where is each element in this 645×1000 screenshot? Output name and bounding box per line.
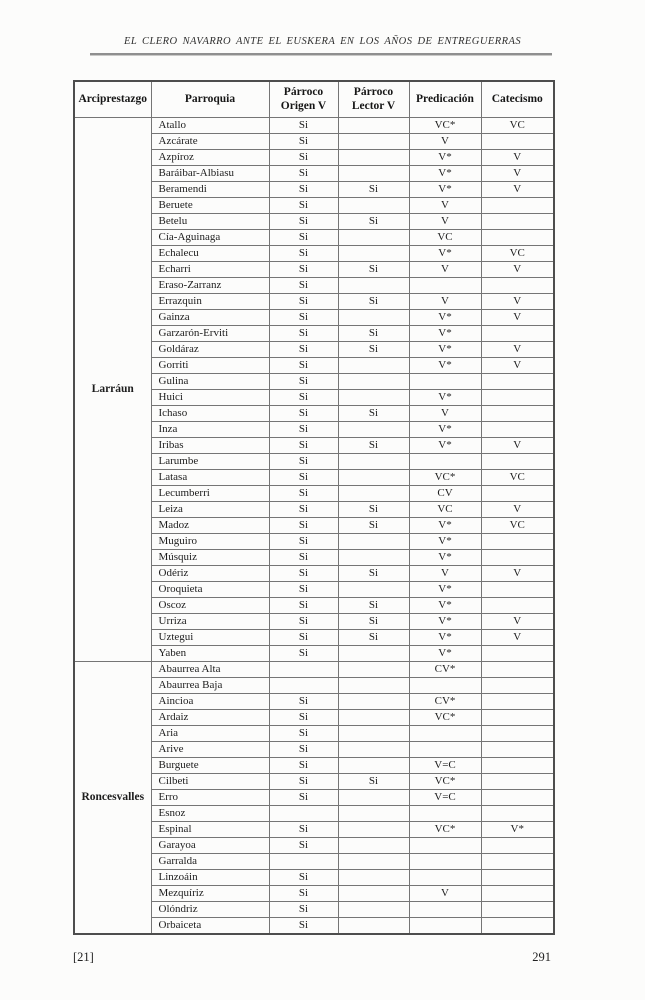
predicacion-cell: V: [409, 406, 481, 422]
lector-cell: Si: [338, 630, 409, 646]
parroquia-cell: Gorriti: [151, 358, 269, 374]
lector-cell: [338, 166, 409, 182]
predicacion-cell: [409, 902, 481, 918]
catecismo-cell: [481, 870, 554, 886]
parroquia-cell: Madoz: [151, 518, 269, 534]
lector-cell: [338, 742, 409, 758]
catecismo-cell: V: [481, 502, 554, 518]
predicacion-cell: V*: [409, 582, 481, 598]
lector-cell: [338, 886, 409, 902]
predicacion-cell: V*: [409, 246, 481, 262]
lector-cell: Si: [338, 214, 409, 230]
parroquia-cell: Garzarón-Erviti: [151, 326, 269, 342]
parroquia-cell: Echarri: [151, 262, 269, 278]
catecismo-cell: [481, 854, 554, 870]
predicacion-cell: V*: [409, 422, 481, 438]
origen-cell: Si: [269, 742, 338, 758]
predicacion-cell: VC*: [409, 118, 481, 134]
origen-cell: [269, 662, 338, 678]
catecismo-cell: [481, 726, 554, 742]
catecismo-cell: [481, 790, 554, 806]
catecismo-cell: [481, 374, 554, 390]
origen-cell: Si: [269, 438, 338, 454]
catecismo-cell: V: [481, 262, 554, 278]
predicacion-cell: V*: [409, 390, 481, 406]
lector-cell: [338, 534, 409, 550]
lector-cell: [338, 758, 409, 774]
parroquia-cell: Latasa: [151, 470, 269, 486]
catecismo-cell: [481, 694, 554, 710]
origen-cell: Si: [269, 550, 338, 566]
parroquia-cell: Orbaiceta: [151, 918, 269, 935]
lector-cell: Si: [338, 262, 409, 278]
lector-cell: [338, 646, 409, 662]
origen-cell: Si: [269, 790, 338, 806]
origen-cell: Si: [269, 230, 338, 246]
origen-cell: Si: [269, 150, 338, 166]
catecismo-cell: [481, 838, 554, 854]
predicacion-cell: V*: [409, 598, 481, 614]
parroquia-cell: Aincioa: [151, 694, 269, 710]
predicacion-cell: V: [409, 198, 481, 214]
origen-cell: Si: [269, 614, 338, 630]
catecismo-cell: [481, 326, 554, 342]
lector-cell: [338, 278, 409, 294]
predicacion-cell: CV*: [409, 662, 481, 678]
parroquia-cell: Mezquíriz: [151, 886, 269, 902]
table-header-row: [74, 81, 554, 118]
predicacion-cell: CV*: [409, 694, 481, 710]
catecismo-cell: V: [481, 630, 554, 646]
header-rule: [90, 53, 552, 56]
lector-cell: [338, 678, 409, 694]
parroquia-cell: Oroquieta: [151, 582, 269, 598]
arciprestazgo-cell: Roncesvalles: [74, 662, 151, 935]
catecismo-cell: V: [481, 438, 554, 454]
origen-cell: Si: [269, 454, 338, 470]
origen-cell: Si: [269, 726, 338, 742]
predicacion-cell: VC*: [409, 470, 481, 486]
lector-cell: [338, 150, 409, 166]
origen-cell: Si: [269, 326, 338, 342]
origen-cell: Si: [269, 582, 338, 598]
origen-cell: Si: [269, 822, 338, 838]
lector-cell: [338, 694, 409, 710]
catecismo-cell: [481, 758, 554, 774]
lector-cell: [338, 550, 409, 566]
parroquia-cell: Lecumberri: [151, 486, 269, 502]
parroquia-cell: Ardaiz: [151, 710, 269, 726]
catecismo-cell: [481, 550, 554, 566]
predicacion-cell: CV: [409, 486, 481, 502]
predicacion-cell: V*: [409, 630, 481, 646]
predicacion-cell: [409, 454, 481, 470]
origen-cell: [269, 806, 338, 822]
arciprestazgo-cell: Larráun: [74, 118, 151, 662]
origen-cell: Si: [269, 566, 338, 582]
predicacion-cell: V: [409, 262, 481, 278]
catecismo-cell: [481, 582, 554, 598]
origen-cell: Si: [269, 694, 338, 710]
parroquia-cell: Errazquin: [151, 294, 269, 310]
parroquia-cell: Aria: [151, 726, 269, 742]
catecismo-cell: [481, 918, 554, 935]
catecismo-cell: V: [481, 358, 554, 374]
lector-cell: [338, 390, 409, 406]
parroquia-cell: Olóndriz: [151, 902, 269, 918]
catecismo-cell: [481, 710, 554, 726]
lector-cell: [338, 422, 409, 438]
origen-cell: Si: [269, 278, 338, 294]
parroquia-cell: Azcárate: [151, 134, 269, 150]
predicacion-cell: [409, 374, 481, 390]
parroquia-cell: Arive: [151, 742, 269, 758]
parroquia-cell: Gainza: [151, 310, 269, 326]
parroquia-cell: Azpíroz: [151, 150, 269, 166]
parroquia-cell: Abaurrea Baja: [151, 678, 269, 694]
predicacion-cell: [409, 278, 481, 294]
parroquia-cell: Urriza: [151, 614, 269, 630]
origen-cell: Si: [269, 710, 338, 726]
catecismo-cell: [481, 598, 554, 614]
parroquia-cell: Abaurrea Alta: [151, 662, 269, 678]
origen-cell: Si: [269, 214, 338, 230]
parroquia-cell: Iribas: [151, 438, 269, 454]
parroquia-cell: Linzoáin: [151, 870, 269, 886]
catecismo-cell: [481, 886, 554, 902]
lector-cell: Si: [338, 614, 409, 630]
catecismo-cell: [481, 774, 554, 790]
lector-cell: [338, 822, 409, 838]
predicacion-cell: VC*: [409, 710, 481, 726]
parroquia-cell: Echalecu: [151, 246, 269, 262]
origen-cell: Si: [269, 182, 338, 198]
lector-cell: [338, 726, 409, 742]
origen-cell: Si: [269, 374, 338, 390]
lector-cell: Si: [338, 502, 409, 518]
predicacion-cell: V*: [409, 150, 481, 166]
origen-cell: Si: [269, 294, 338, 310]
parroquia-cell: Garayoa: [151, 838, 269, 854]
origen-cell: Si: [269, 870, 338, 886]
lector-cell: [338, 374, 409, 390]
lector-cell: [338, 486, 409, 502]
catecismo-cell: [481, 534, 554, 550]
catecismo-cell: [481, 806, 554, 822]
predicacion-cell: V*: [409, 182, 481, 198]
origen-cell: Si: [269, 758, 338, 774]
parroquia-cell: Espinal: [151, 822, 269, 838]
origen-cell: Si: [269, 486, 338, 502]
origen-cell: Si: [269, 774, 338, 790]
origen-cell: Si: [269, 534, 338, 550]
catecismo-cell: V: [481, 310, 554, 326]
column-header-parroco-lector: Párroco Lector V: [338, 81, 409, 118]
column-header-parroquia: Parroquia: [151, 81, 269, 118]
lector-cell: [338, 806, 409, 822]
catecismo-cell: [481, 678, 554, 694]
catecismo-cell: VC: [481, 246, 554, 262]
predicacion-cell: V*: [409, 342, 481, 358]
predicacion-cell: V*: [409, 518, 481, 534]
lector-cell: [338, 134, 409, 150]
predicacion-cell: [409, 870, 481, 886]
origen-cell: Si: [269, 390, 338, 406]
lector-cell: [338, 902, 409, 918]
origen-cell: Si: [269, 342, 338, 358]
catecismo-cell: V: [481, 614, 554, 630]
predicacion-cell: [409, 742, 481, 758]
lector-cell: [338, 918, 409, 935]
lector-cell: Si: [338, 774, 409, 790]
lector-cell: Si: [338, 566, 409, 582]
lector-cell: [338, 710, 409, 726]
parroquia-cell: Ichaso: [151, 406, 269, 422]
table-row: [74, 118, 554, 134]
predicacion-cell: V*: [409, 326, 481, 342]
predicacion-cell: VC*: [409, 822, 481, 838]
parroquia-cell: Músquiz: [151, 550, 269, 566]
parroquia-cell: Muguiro: [151, 534, 269, 550]
predicacion-cell: [409, 678, 481, 694]
running-header: EL CLERO NAVARRO ANTE EL EUSKERA EN LOS AÑOS DE ENTREGUERRAS: [123, 36, 522, 47]
origen-cell: Si: [269, 886, 338, 902]
catecismo-cell: V: [481, 294, 554, 310]
column-header-arciprestazgo: Arciprestazgo: [74, 81, 151, 118]
origen-cell: Si: [269, 918, 338, 935]
origen-cell: Si: [269, 134, 338, 150]
parroquia-cell: Garralda: [151, 854, 269, 870]
table-row: [74, 662, 554, 678]
predicacion-cell: V: [409, 294, 481, 310]
origen-cell: Si: [269, 358, 338, 374]
predicacion-cell: [409, 806, 481, 822]
parroquia-cell: Atallo: [151, 118, 269, 134]
catecismo-cell: [481, 742, 554, 758]
catecismo-cell: [481, 646, 554, 662]
catecismo-cell: [481, 278, 554, 294]
parroquia-cell: Yaben: [151, 646, 269, 662]
predicacion-cell: V: [409, 886, 481, 902]
origen-cell: [269, 854, 338, 870]
catecismo-cell: V: [481, 566, 554, 582]
predicacion-cell: V*: [409, 646, 481, 662]
predicacion-cell: V=C: [409, 758, 481, 774]
origen-cell: Si: [269, 166, 338, 182]
origen-cell: Si: [269, 902, 338, 918]
lector-cell: Si: [338, 518, 409, 534]
predicacion-cell: V: [409, 566, 481, 582]
column-header-predicacion: Predicación: [409, 81, 481, 118]
predicacion-cell: V*: [409, 310, 481, 326]
lector-cell: [338, 870, 409, 886]
parroquia-cell: Betelu: [151, 214, 269, 230]
lector-cell: [338, 198, 409, 214]
parroquia-cell: Burguete: [151, 758, 269, 774]
origen-cell: Si: [269, 646, 338, 662]
catecismo-cell: [481, 902, 554, 918]
catecismo-cell: [481, 390, 554, 406]
catecismo-cell: V: [481, 150, 554, 166]
page-footer: [73, 950, 551, 965]
lector-cell: [338, 246, 409, 262]
parroquia-cell: Leiza: [151, 502, 269, 518]
parroquia-cell: Erro: [151, 790, 269, 806]
predicacion-cell: [409, 854, 481, 870]
parroquia-cell: Inza: [151, 422, 269, 438]
predicacion-cell: VC*: [409, 774, 481, 790]
lector-cell: [338, 854, 409, 870]
catecismo-cell: [481, 422, 554, 438]
catecismo-cell: [481, 486, 554, 502]
predicacion-cell: V*: [409, 166, 481, 182]
lector-cell: [338, 582, 409, 598]
lector-cell: Si: [338, 598, 409, 614]
predicacion-cell: V*: [409, 358, 481, 374]
catecismo-cell: [481, 214, 554, 230]
catecismo-cell: VC: [481, 518, 554, 534]
catecismo-cell: [481, 198, 554, 214]
lector-cell: [338, 662, 409, 678]
catecismo-cell: VC: [481, 470, 554, 486]
parroquia-cell: Gulina: [151, 374, 269, 390]
parroquia-cell: Larumbe: [151, 454, 269, 470]
catecismo-cell: VC: [481, 118, 554, 134]
parroquia-cell: Beruete: [151, 198, 269, 214]
origen-cell: Si: [269, 246, 338, 262]
predicacion-cell: V*: [409, 614, 481, 630]
catecismo-cell: V: [481, 182, 554, 198]
lector-cell: [338, 790, 409, 806]
catecismo-cell: [481, 230, 554, 246]
parroquia-cell: Huici: [151, 390, 269, 406]
parroquia-cell: Uztegui: [151, 630, 269, 646]
origen-cell: Si: [269, 630, 338, 646]
catecismo-cell: [481, 454, 554, 470]
origen-cell: Si: [269, 470, 338, 486]
origen-cell: Si: [269, 518, 338, 534]
page-number: 291: [532, 950, 551, 964]
lector-cell: Si: [338, 342, 409, 358]
predicacion-cell: [409, 918, 481, 935]
parroquia-cell: Esnoz: [151, 806, 269, 822]
lector-cell: Si: [338, 326, 409, 342]
lector-cell: [338, 454, 409, 470]
predicacion-cell: [409, 726, 481, 742]
origen-cell: Si: [269, 406, 338, 422]
predicacion-cell: V=C: [409, 790, 481, 806]
predicacion-cell: VC: [409, 502, 481, 518]
catecismo-cell: V: [481, 166, 554, 182]
origen-cell: Si: [269, 598, 338, 614]
lector-cell: [338, 118, 409, 134]
parroquia-cell: Eraso-Zarranz: [151, 278, 269, 294]
parroquia-cell: Odériz: [151, 566, 269, 582]
parroquia-cell: Beramendi: [151, 182, 269, 198]
lector-cell: Si: [338, 406, 409, 422]
origen-cell: [269, 678, 338, 694]
footnote-number: [21]: [73, 950, 94, 964]
parroquia-cell: Oscoz: [151, 598, 269, 614]
origen-cell: Si: [269, 262, 338, 278]
parroquia-cell: Cilbeti: [151, 774, 269, 790]
lector-cell: [338, 838, 409, 854]
lector-cell: Si: [338, 294, 409, 310]
predicacion-cell: V*: [409, 438, 481, 454]
catecismo-cell: [481, 662, 554, 678]
column-header-parroco-origen: Párroco Origen V: [269, 81, 338, 118]
parishes-table: [73, 80, 555, 935]
parroquia-cell: Goldáraz: [151, 342, 269, 358]
origen-cell: Si: [269, 198, 338, 214]
lector-cell: Si: [338, 438, 409, 454]
origen-cell: Si: [269, 310, 338, 326]
lector-cell: Si: [338, 182, 409, 198]
predicacion-cell: V*: [409, 534, 481, 550]
lector-cell: [338, 230, 409, 246]
catecismo-cell: V*: [481, 822, 554, 838]
lector-cell: [338, 470, 409, 486]
catecismo-cell: [481, 134, 554, 150]
predicacion-cell: V*: [409, 550, 481, 566]
origen-cell: Si: [269, 502, 338, 518]
predicacion-cell: VC: [409, 230, 481, 246]
lector-cell: [338, 358, 409, 374]
origen-cell: Si: [269, 118, 338, 134]
column-header-catecismo: Catecismo: [481, 81, 554, 118]
origen-cell: Si: [269, 838, 338, 854]
parroquia-cell: Cía-Aguinaga: [151, 230, 269, 246]
predicacion-cell: V: [409, 134, 481, 150]
parroquia-cell: Baráibar-Albiasu: [151, 166, 269, 182]
predicacion-cell: [409, 838, 481, 854]
lector-cell: [338, 310, 409, 326]
catecismo-cell: [481, 406, 554, 422]
origen-cell: Si: [269, 422, 338, 438]
catecismo-cell: V: [481, 342, 554, 358]
predicacion-cell: V: [409, 214, 481, 230]
